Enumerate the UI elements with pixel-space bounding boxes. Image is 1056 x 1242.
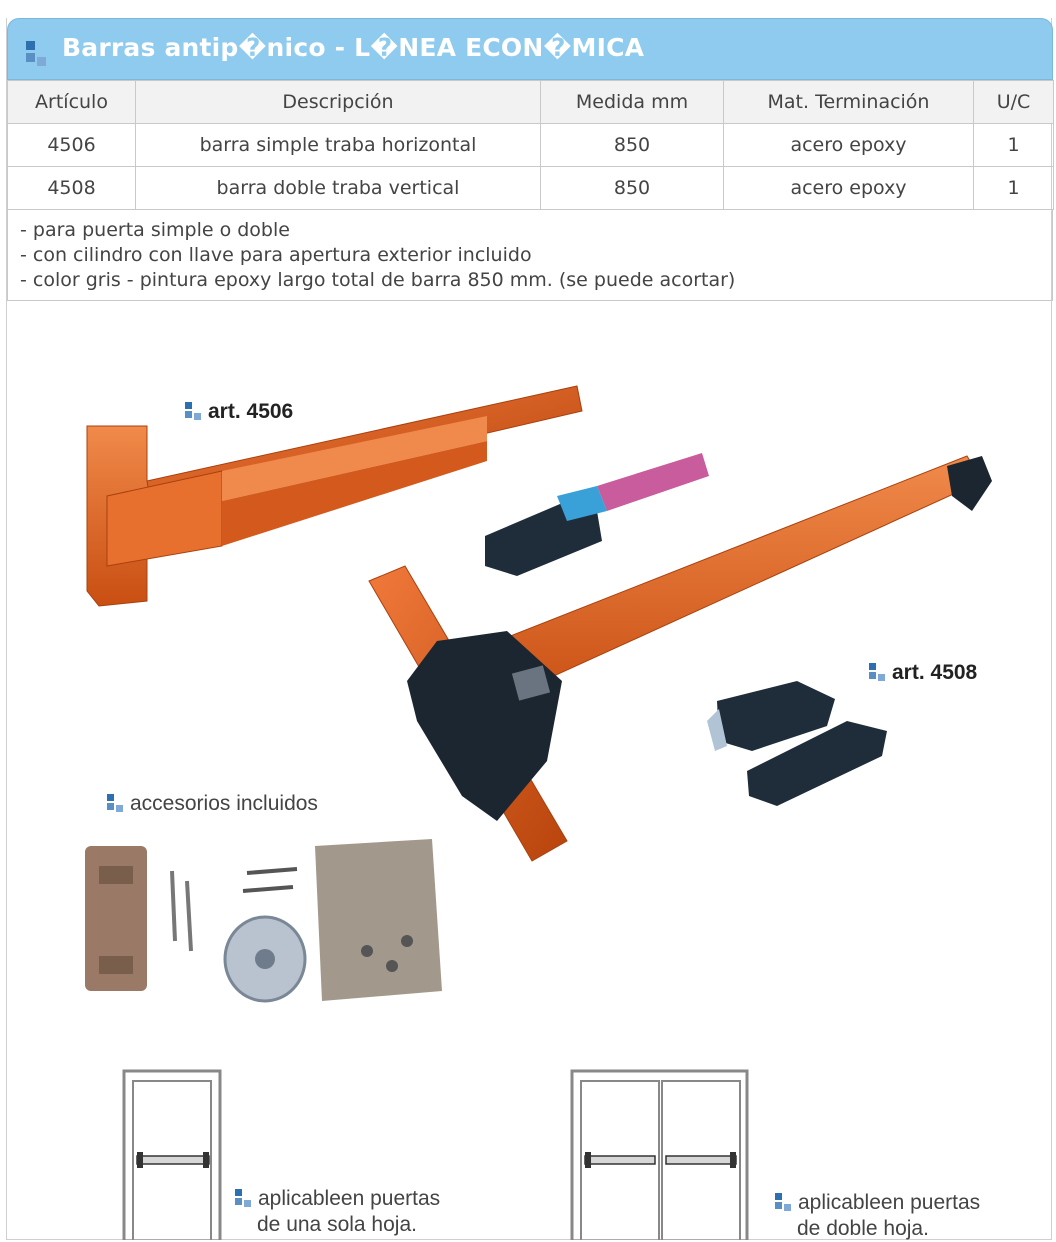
strike-rod-illustration bbox=[485, 453, 709, 576]
cell-medida: 850 bbox=[541, 167, 724, 210]
cell-descripcion: barra simple traba horizontal bbox=[136, 124, 541, 167]
page-title: Barras antip�nico - L�NEA ECON�MICA bbox=[62, 33, 645, 62]
cell-uc: 1 bbox=[974, 124, 1054, 167]
accessories-illustration bbox=[85, 839, 442, 1001]
label-art-4506: art. 4506 bbox=[185, 400, 293, 424]
cell-terminacion: acero epoxy bbox=[724, 124, 974, 167]
col-header-descripcion: Descripción bbox=[136, 81, 541, 124]
product-illustration-area bbox=[7, 301, 1053, 1240]
single-door-diagram bbox=[124, 1071, 220, 1240]
cell-medida: 850 bbox=[541, 124, 724, 167]
note-line: - con cilindro con llave para apertura exterior incluido bbox=[20, 244, 532, 266]
label-accessories: accesorios incluidos bbox=[107, 791, 318, 817]
strikes-4508-illustration bbox=[707, 681, 887, 806]
cell-descripcion: barra doble traba vertical bbox=[136, 167, 541, 210]
label-double-door-line2: de doble hoja. bbox=[797, 1217, 929, 1240]
product-card bbox=[6, 18, 1052, 1240]
note-line: - color gris - pintura epoxy largo total de barra 850 mm. (se puede acortar) bbox=[20, 269, 736, 291]
bullet-squares-icon bbox=[869, 663, 887, 681]
table-row bbox=[8, 124, 1054, 167]
table-row bbox=[8, 167, 1054, 210]
bullet-squares-icon bbox=[26, 41, 50, 67]
cell-terminacion: acero epoxy bbox=[724, 167, 974, 210]
table-header-row bbox=[8, 81, 1054, 124]
product-illustration bbox=[7, 301, 1053, 1240]
label-single-door: aplicableen puertas de una sola hoja. bbox=[235, 1186, 440, 1238]
bullet-squares-icon bbox=[235, 1189, 253, 1207]
bullet-squares-icon bbox=[775, 1193, 793, 1211]
cell-articulo: 4508 bbox=[8, 167, 136, 210]
label-double-door: aplicableen puertas de doble hoja. bbox=[775, 1190, 980, 1242]
col-header-terminacion: Mat. Terminación bbox=[724, 81, 974, 124]
col-header-uc: U/C bbox=[974, 81, 1054, 124]
spec-table bbox=[7, 80, 1054, 210]
double-door-diagram bbox=[572, 1071, 747, 1240]
label-art-4508: art. 4508 bbox=[869, 661, 977, 685]
label-single-door-line2: de una sola hoja. bbox=[257, 1213, 417, 1236]
bar-4508-illustration bbox=[369, 456, 992, 861]
cell-uc: 1 bbox=[974, 167, 1054, 210]
cell-articulo: 4506 bbox=[8, 124, 136, 167]
note-line: - para puerta simple o doble bbox=[20, 219, 290, 241]
notes-box bbox=[7, 209, 1053, 301]
col-header-medida: Medida mm bbox=[541, 81, 724, 124]
card-header bbox=[7, 18, 1053, 80]
bullet-squares-icon bbox=[185, 402, 203, 420]
col-header-articulo: Artículo bbox=[8, 81, 136, 124]
bullet-squares-icon bbox=[107, 794, 125, 812]
